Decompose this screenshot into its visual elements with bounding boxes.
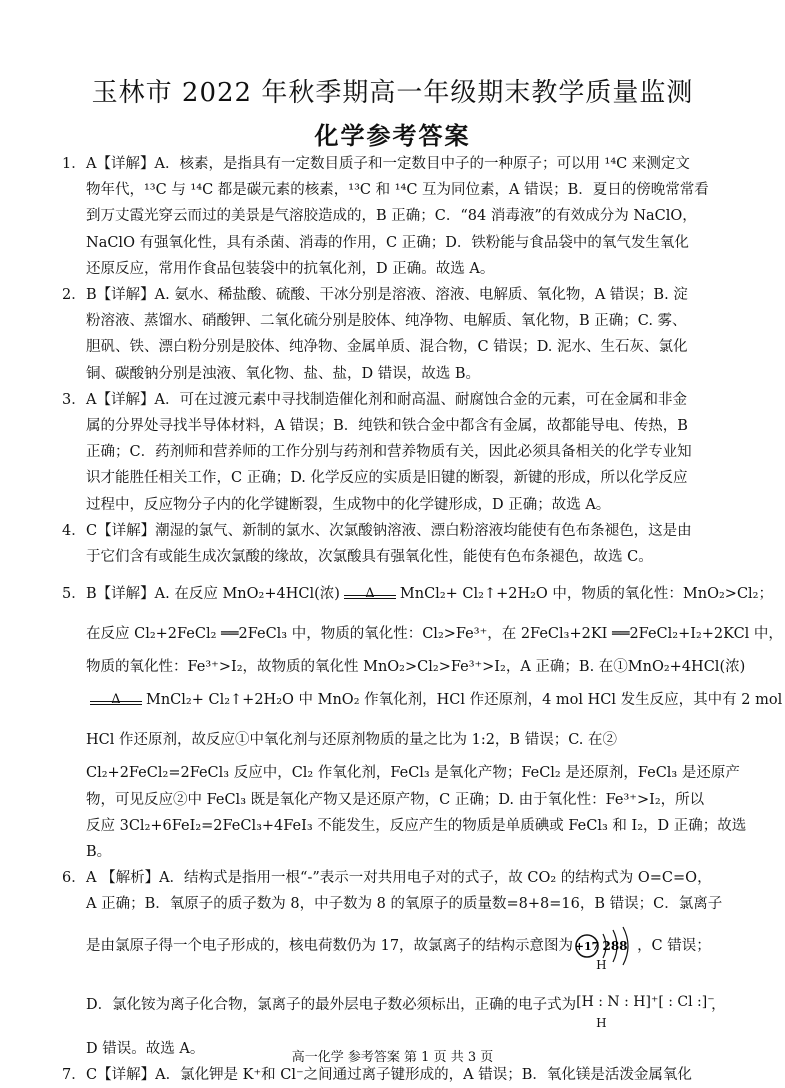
answer-line: 到万丈霞光穿云而过的美景是气溶胶造成的，B 正确；C．“84 消毒液”的有效成分为 NaClO， <box>86 208 697 225</box>
answer-text: MnCl₂+ Cl₂↑+2H₂O 中 MnO₂ 作氧化剂，HCl 作还原剂，4 mol HCl 发生反应，其中有 2 mol <box>146 692 783 709</box>
answer-line: 物，可见反应②中 FeCl₃ 既是氧化产物又是还原产物，C 正确；D. 由于氧化性：Fe³⁺>I₂，所以 <box>86 791 705 808</box>
answer-line: 物质的氧化性：Fe³⁺>I₂，故物质的氧化性 MnO₂>Cl₂>Fe³⁺>I₂，A 正确；B. 在①MnO₂+4HCl(浓) <box>86 659 746 676</box>
answer-line: C【详解】A．氯化钾是 K⁺和 Cl⁻之间通过离子键形成的，A 错误；B．氧化镁是活泼金属氧化 <box>86 1066 692 1083</box>
answer-line <box>86 574 773 614</box>
hydrogen-bottom: H <box>596 1015 607 1030</box>
answer-number: 7． <box>62 1066 86 1083</box>
answer-item-3 <box>62 387 730 518</box>
answer-line: 于它们含有或能生成次氯酸的缘故，次氯酸具有强氧化性，能使有色布条褪色，故选 C。 <box>86 549 653 566</box>
answer-line: B。 <box>86 844 112 861</box>
heat-equals-sign <box>344 586 396 600</box>
hydrogen-top: H <box>596 957 607 972</box>
answer-line: A 【解析】A．结构式是指用一根“-”表示一对共用电子对的式子，故 CO₂ 的结构式为 O=C=O， <box>86 870 712 887</box>
answer-line: A【详解】A．核素，是指具有一定数目质子和一定数目中子的一种原子；可以用 ¹⁴C 来测定文 <box>86 156 690 172</box>
answer-line: 物年代，¹³C 与 ¹⁴C 都是碳元素的核素，¹³C 和 ¹⁴C 互为同位素，A 错误；B．夏日的傍晚常常看 <box>86 182 709 199</box>
answer-line <box>86 918 730 974</box>
answer-item-1 <box>62 151 730 282</box>
answer-line: A 正确；B．氧原子的质子数为 8，中子数为 8 的氧原子的质量数=8+8=16，B 错误；C．氯离子 <box>86 896 723 913</box>
answer-line: 还原反应，常用作食品包装袋中的抗氧化剂，D 正确。故选 A。 <box>86 260 495 277</box>
answer-line: 粉溶液、蒸馏水、硝酸钾、二氧化硫分别是胶体、纯净物、电解质、氧化物，B 正确；C. 雾、 <box>86 313 687 330</box>
ammonium-chloride-electron-formula <box>576 957 715 1032</box>
answer-text: ， <box>711 996 726 1013</box>
answer-text: 是由氯原子得一个电子形成的，核电荷数仍为 17，故氯离子的结构示意图为 <box>86 937 574 954</box>
answer-line: 铜、碳酸钠分别是浊液、氧化物、盐、盐，D 错误，故选 B。 <box>86 365 480 382</box>
answer-item-2 <box>62 282 730 387</box>
answer-text: B【详解】A. 在反应 MnO₂+4HCl(浓) <box>86 586 340 603</box>
answer-line: 过程中，反应物分子内的化学键断裂，生成物中的化学键形成，D 正确；故选 A。 <box>86 496 611 513</box>
answer-number: 4． <box>62 522 86 539</box>
page-subtitle: 化学参考答案 <box>314 121 471 150</box>
answer-item-5 <box>62 574 783 865</box>
answer-text: ，C 错误； <box>637 937 711 954</box>
answer-text: D．氯化铵为离子化合物，氯离子的最外层电子数必须标出，正确的电子式为 <box>86 996 577 1013</box>
answer-number: 1． <box>62 156 86 172</box>
answer-line: 反应 3Cl₂+6FeI₂=2FeCl₃+4FeI₃ 不能发生，反应产生的物质是单质碘或 FeCl₃ 和 I₂，D 正确；故选 <box>86 817 747 834</box>
answer-line: 正确；C．药剂师和营养师的工作分别与药剂和营养物质有关，因此必须具备相关的化学专业知 <box>86 444 692 461</box>
answer-line: 识才能胜任相关工作，C 正确；D. 化学反应的实质是旧键的断裂，新键的形成，所以化学反应 <box>86 470 688 487</box>
page-title: 玉林市 2022 年秋季期高一年级期末教学质量监测 <box>91 78 694 108</box>
answer-line: D 错误。故选 A。 <box>86 1040 205 1057</box>
answer-item-6 <box>62 865 730 1062</box>
answer-number: 3． <box>62 391 86 408</box>
page-footer: 高一化学 参考答案 第 1 页 共 3 页 <box>291 1050 494 1065</box>
answer-line: A【详解】A．可在过渡元素中寻找制造催化剂和耐高温、耐腐蚀合金的元素，可在金属和非金 <box>86 391 687 408</box>
answer-number: 2． <box>62 287 86 304</box>
answer-number: 5． <box>62 586 86 603</box>
answer-line <box>86 957 730 1036</box>
answer-line: NaClO 有强氧化性，具有杀菌、消毒的作用，C 正确；D．铁粉能与食品袋中的氧气发生氧化 <box>86 234 689 251</box>
electron-formula-text: [H : N : H]⁺[ : Cl :]⁻ <box>576 993 715 1010</box>
heat-equals-sign <box>90 692 142 706</box>
answer-line: B【详解】A. 氨水、稀盐酸、硫酸、干冰分别是溶液、溶液、电解质、氧化物，A 错误；B. 淀 <box>86 287 688 304</box>
answer-item-4 <box>62 518 730 570</box>
answer-line: HCl 作还原剂，故反应①中氧化剂与还原剂物质的量之比为 1:2，B 错误；C. 在② <box>86 732 617 749</box>
answer-line: Cl₂+2FeCl₂=2FeCl₃ 反应中，Cl₂ 作氧化剂，FeCl₃ 是氧化产物；FeCl₂ 是还原剂，FeCl₃ 是还原产 <box>86 765 740 782</box>
answer-line: C【详解】潮湿的氯气、新制的氯水、次氯酸钠溶液、漂白粉溶液均能使有色布条褪色，这是由 <box>86 522 692 539</box>
heat-symbol: Δ <box>111 692 121 708</box>
answer-line <box>86 680 783 720</box>
answer-text: MnCl₂+ Cl₂↑+2H₂O 中，物质的氧化性：MnO₂>Cl₂； <box>399 586 773 603</box>
answer-number: 6． <box>62 870 86 887</box>
answer-line: 在反应 Cl₂+2FeCl₂ ══2FeCl₃ 中，物质的氧化性：Cl₂>Fe³⁺，在 2FeCl₃+2KI ══2FeCl₂+I₂+2KCl 中， <box>86 626 783 643</box>
answer-item-7 <box>62 1062 730 1088</box>
answer-line: 属的分界处寻找半导体材料，A 错误；B．纯铁和铁合金中都含有金属，故都能导电、传热，B <box>86 418 688 435</box>
heat-symbol: Δ <box>365 586 375 602</box>
shell-electrons: 288 <box>602 938 628 953</box>
nucleus-charge: +17 <box>574 939 600 953</box>
answer-line: 胆矾、铁、漂白粉分别是胶体、纯净物、金属单质、混合物，C 错误；D. 泥水、生石灰、氯化 <box>86 339 688 356</box>
answer-list <box>62 151 783 1088</box>
